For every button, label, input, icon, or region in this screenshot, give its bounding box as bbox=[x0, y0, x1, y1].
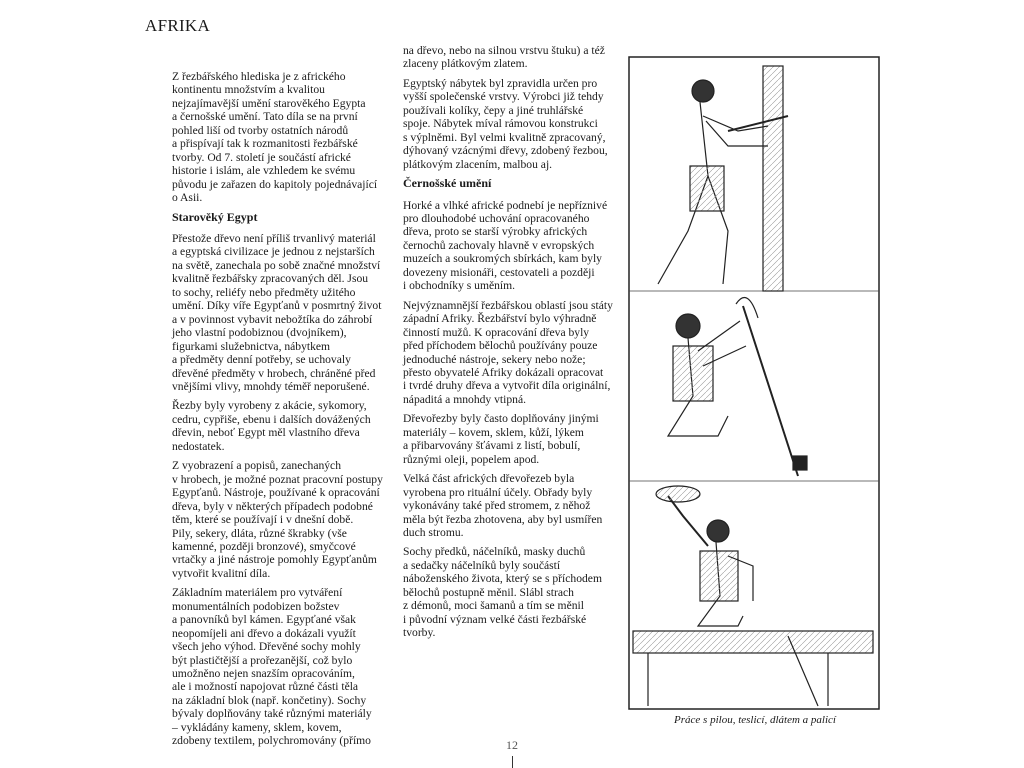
page-divider bbox=[512, 756, 513, 768]
paragraph: Horké a vlhké africké podnebí je nepříznivé pro dlouhodobé uchování opracovaného dřeva, proto se starší výrobky afrických černochů zachovaly hlavně v evropských muzeích a soukromých sbírkách, kam byly dovezeny misionáři, cestovateli a později i obchodníky s uměním. bbox=[403, 198, 608, 293]
paragraph: Z vyobrazení a popisů, zanechaných v hrobech, je možné poznat pracovní postupy Egypťanů. Nástroje, používané k opracování dřeva, byly v některých případech podobné těm, které se používají i v dnešní době. Pily, sekery, dláta, různé škrabky (vše kamenné, později bronzové), smyčcové vrtačky a jiné nástroje pomohly Egypťanům vytvořit kvalitní díla. bbox=[172, 459, 383, 580]
paragraph: Základním materiálem pro vytváření monumentálních podobizen božstev a panovníků byl kámen. Egypťané však neopomíjeli ani dřevo a dokázali využít všech jeho výhod. Dřevěné sochy mohly být plastičtější a prořezanější, což bylo umožněno nejen snazším opracováním, ale i možností napojovat různé části těla na základní blok (např. končetiny). Sochy bývaly doplňovány také různými materiály – vykládány kameny, sklem, kovem, zdobeny textilem, polychromovány (přímo bbox=[172, 586, 372, 748]
text-column-right bbox=[403, 44, 628, 646]
paragraph: Z řezbářského hlediska je z afrického kontinentu množstvím a kvalitou nejzajímavější umění starověkého Egypta a černošské umění. Tato díla se na první pohled liší od tvorby ostatních národů a přispívají tak k rozmanitosti řezbářské tvorby. Od 7. století je součástí africké historie i islám, ale vzhledem ke svému původu je zařazen do kapitoly pojednávající o Asii. bbox=[172, 70, 378, 205]
paragraph: Dřevořezby byly často doplňovány jinými materiály – kovem, sklem, kůží, lýkem a přibarvovány šťávami z listí, bobulí, různými oleji, popelem apod. bbox=[403, 412, 599, 466]
page-number: 12 bbox=[506, 738, 518, 752]
paragraph: Nejvýznamnější řezbářskou oblastí jsou státy západní Afriky. Řezbářství bylo výhradně činností mužů. K opracování dřeva byly před příchodem bělochů používány pouze jednoduché nástroje, sekery nebo nože; přesto obyvatelé Afriky dokázali opracovat i tvrdé druhy dřeva a vytvořit díla originální, nápaditá a mnohdy vtipná. bbox=[403, 298, 613, 406]
chapter-title: AFRIKA bbox=[145, 16, 211, 35]
paragraph: na dřevo, nebo na silnou vrstvu štuku) a též zlaceny plátkovým zlatem. bbox=[403, 44, 605, 71]
egyptian-woodworkers-illustration bbox=[628, 56, 880, 710]
text-column-left bbox=[172, 70, 397, 754]
paragraph: Velká část afrických dřevořezeb byla vyrobena pro rituální účely. Obřady byly vykonávány také před stromem, z něhož měla být řezba zhotovena, aby byl usmířen duch stromu. bbox=[403, 472, 603, 539]
paragraph: Přestože dřevo není příliš trvanlivý materiál a egyptská civilizace je jednou z nejstarších na světě, zanechala po sobě značné množství kvalitně řezbářsky zpracovaných děl. Jsou to sochy, reliéfy nebo předměty užitého umění. Díky víře Egypťanů v posmrtný život a v povinnost vybavit nebožtíka do záhrobí jeho vlastní podobiznou (dvojníkem), figurkami služebnictva, nábytkem a předměty denní potřeby, se uchovaly dřevěné předměty v hrobech, chráněné před vnějšími vlivy, mnohdy téměř neporušené. bbox=[172, 231, 382, 393]
section-heading: Černošské umění bbox=[403, 176, 492, 191]
section-heading: Starověký Egypt bbox=[172, 209, 258, 224]
paragraph: Řezby byly vyrobeny z akácie, sykomory, cedru, cypřiše, ebenu i dalších dovážených dřevin, neboť Egypt měl vlastního dřeva nedostatek. bbox=[172, 399, 371, 453]
paragraph: Sochy předků, náčelníků, masky duchů a sedačky náčelníků byly součástí náboženského života, který se s příchodem bělochů postupně měnil. Slábl strach z démonů, moci šamanů a tím se měnil i původní význam velké části řezbářské tvorby. bbox=[403, 545, 602, 640]
illustration-caption: Práce s pilou, teslicí, dlátem a palicí bbox=[674, 714, 836, 726]
paragraph: Egyptský nábytek byl zpravidla určen pro vyšší společenské vrstvy. Výrobci již tehdy používali kolíky, čepy a jiné truhlářské spoje. Nábytek míval rámovou konstrukci s výplněmi. Byl velmi kvalitně zpracovaný, dýhovaný vzácnými dřevy, zdobený řezbou, plátkovým zlacením, malbou aj. bbox=[403, 76, 608, 171]
